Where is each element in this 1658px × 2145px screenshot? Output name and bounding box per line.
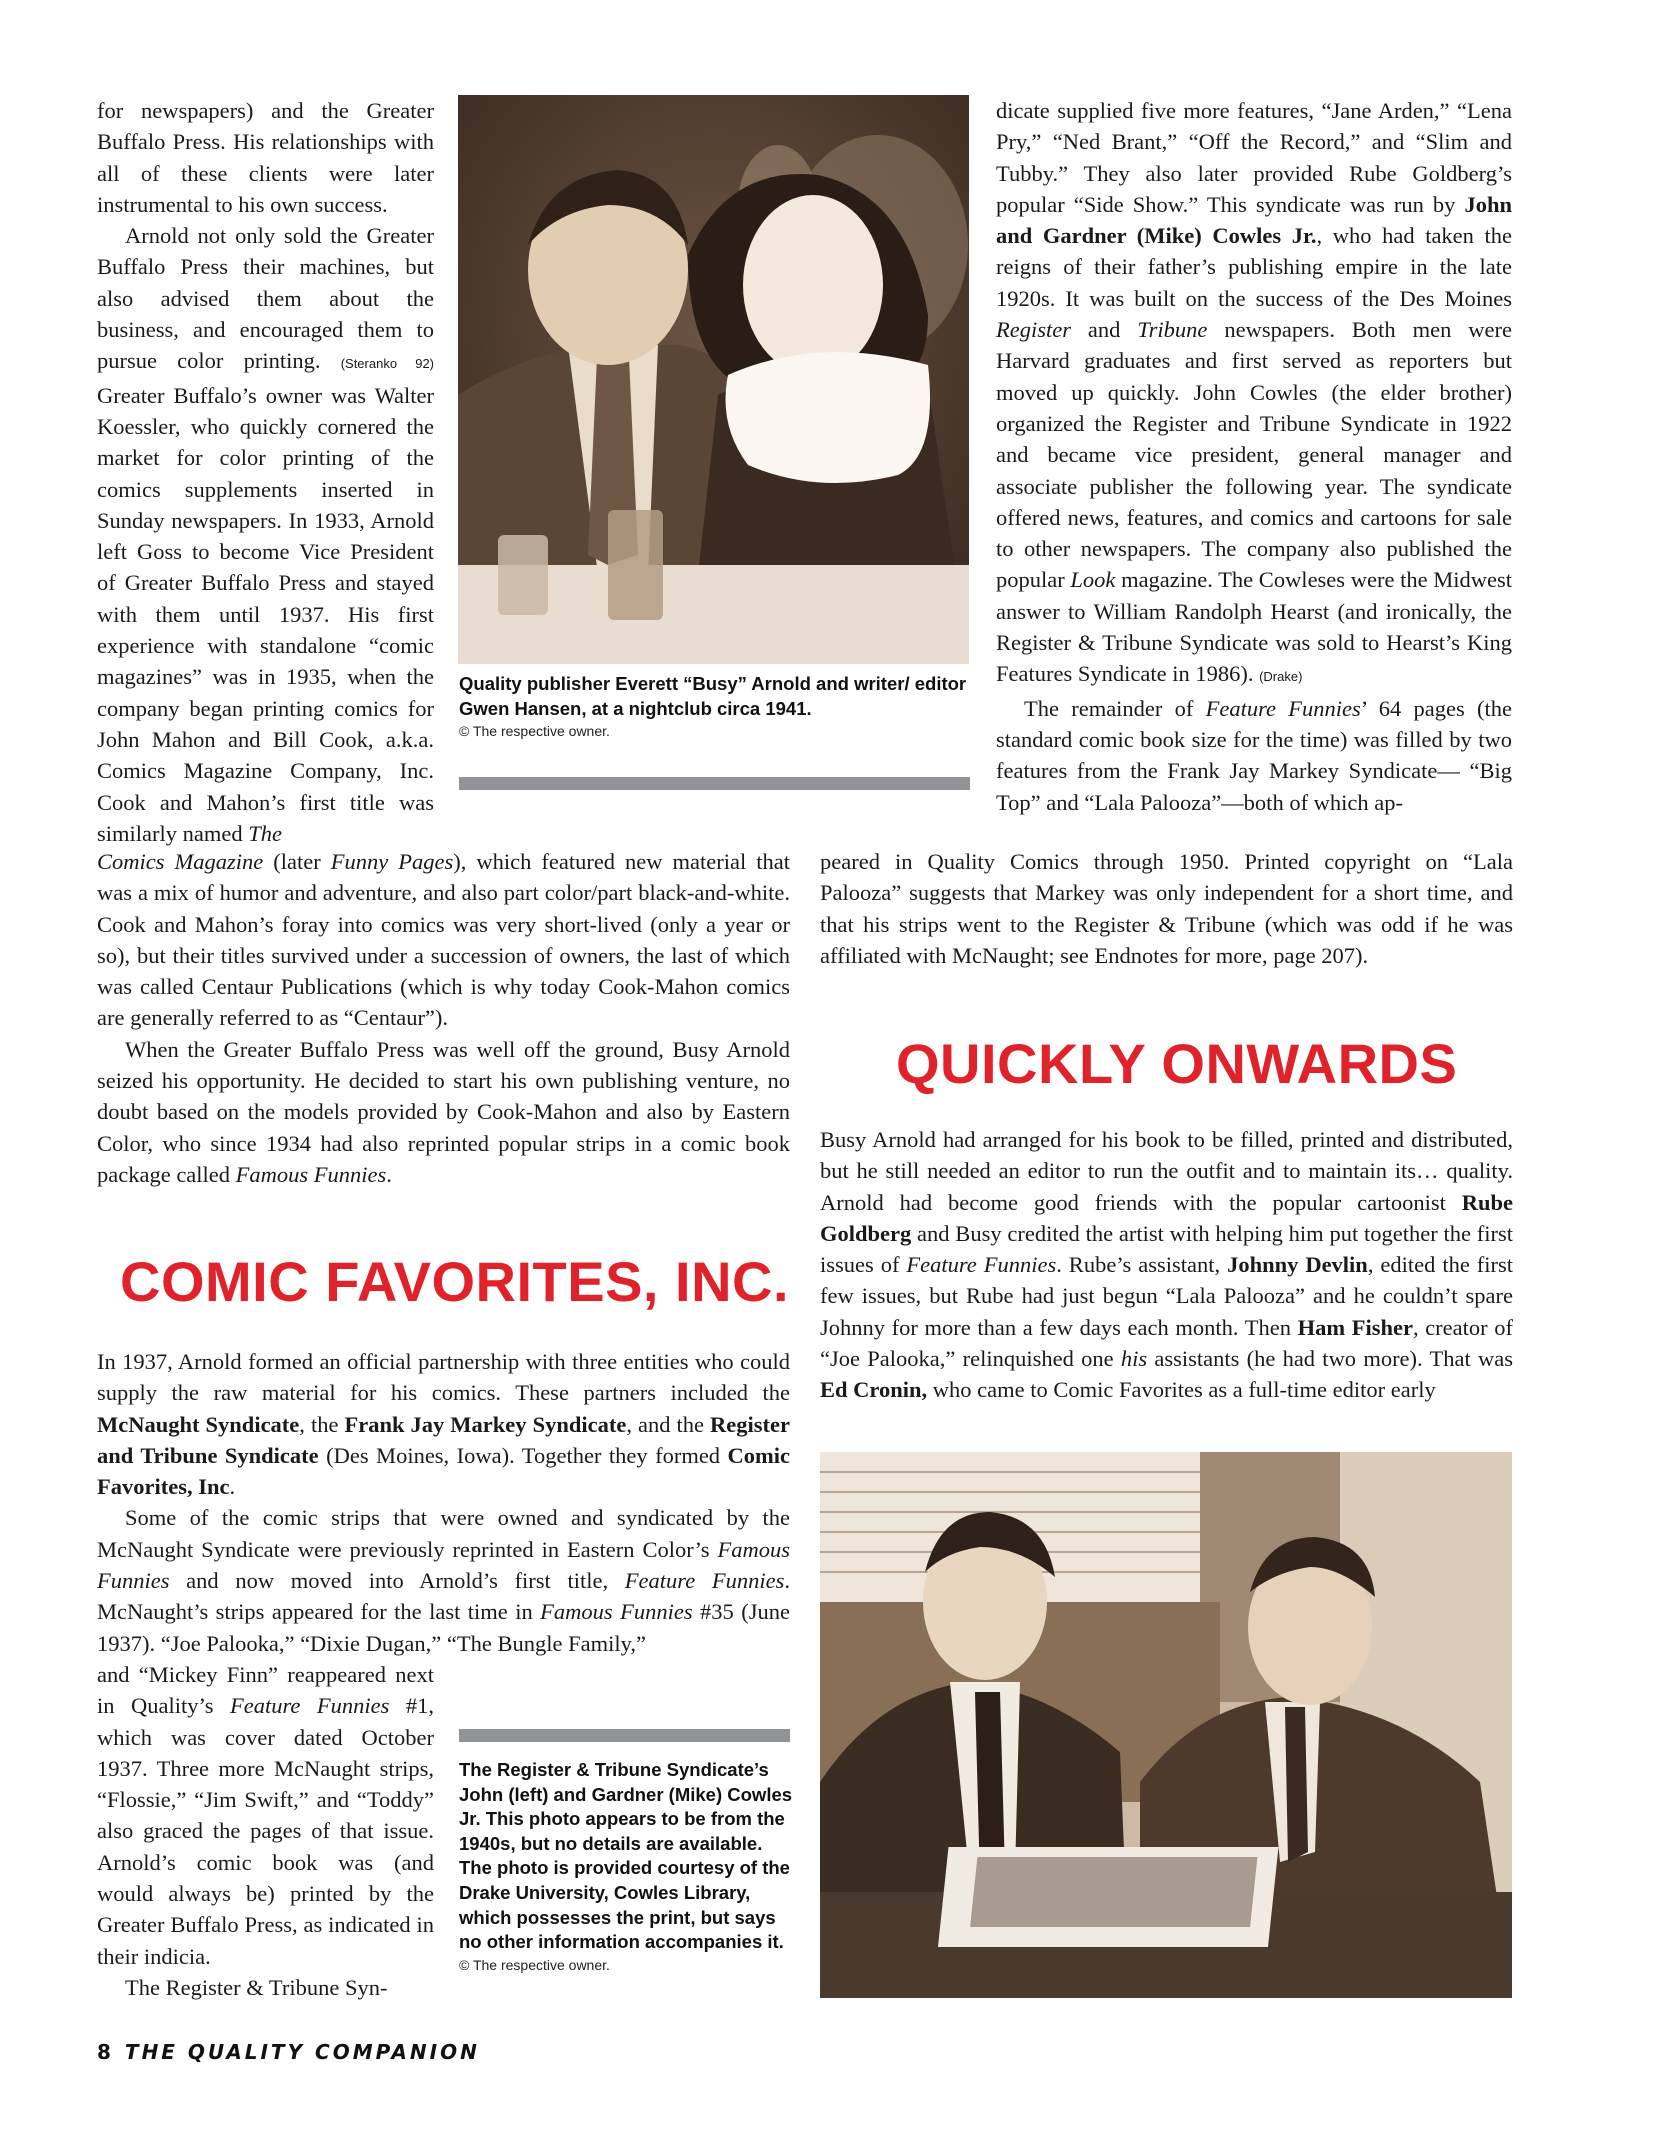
paragraph-register-syn: The Register & Tribune Syn-	[125, 1974, 388, 2000]
photo-arnold-hansen	[458, 95, 969, 664]
right-column-wide-text	[820, 846, 1513, 971]
section1-narrow-text	[97, 1659, 434, 2003]
left-column-narrow-text	[97, 95, 434, 849]
citation-steranko: (Steranko 92)	[340, 356, 435, 372]
paragraph-mcnaught-strips: Some of the comic strips that were owned and syndicated by the McNaught Syndicate were previously reprinted in Eastern Color’s Famous Funnies and now moved into Arnold’s first title, Feature Funnies. McNaught’s strips appeared for the last time in Famous Funnies #35 (June 1937). “Joe Palooka,” “Dixie Dugan,” “The Bungle Family,”	[97, 1505, 790, 1656]
photo-arnold-hansen-image	[458, 95, 969, 664]
caption-rule	[459, 777, 970, 790]
photo-cowles-caption: The Register & Tribune Syndicate’s John (left) and Gardner (Mike) Cowles Jr. This photo appears to be from the 1940s, but no details are available. The photo is provided courtesy of the Drake University, Cowles Library, which possesses the print, but says no other information accompanies it. © The respective owner.	[459, 1759, 793, 1973]
paragraph-partnership: In 1937, Arnold formed an official partnership with three entities who could supply the raw material for his comics. These partners included the McNaught Syndicate, the Frank Jay Markey Syndicate, and the Register and Tribune Syndicate (Des Moines, Iowa). Together they formed Comic Favorites, Inc.	[97, 1349, 790, 1500]
photo-credit: © The respective owner.	[459, 1956, 610, 1973]
paragraph-relationships: for newspapers) and the Greater Buffalo Press. His relationships with all of these clients were later instrumental to his own success.	[97, 98, 434, 217]
paragraph-centaur: Comics Magazine (later Funny Pages), which featured new material that was a mix of humor and adventure, and also part color/part black-and-white. Cook and Mahon’s foray into comics was very short-lived (only a year or so), but their titles survived under a succession of owners, the last of which was called Centaur Publications (which is why today Cook-Mahon comics are generally referred to as “Centaur”).	[97, 849, 791, 1031]
title-comics-magazine-part: The	[248, 820, 282, 846]
photo-arnold-hansen-caption: Quality publisher Everett “Busy” Arnold and writer/ editor Gwen Hansen, at a nightclub circa 1941. © The respective owner.	[459, 672, 971, 741]
left-column-wide-text	[97, 846, 790, 1190]
citation-drake: (Drake)	[1259, 669, 1303, 685]
paragraph-cowles: dicate supplied five more features, “Jane Arden,” “Lena Pry,” “Ned Brant,” “Off the Record,” and “Slim and Tubby.” They also later provided Rube Goldberg’s popular “Side Show.” This syndicate was run by John and Gardner (Mike) Cowles Jr., who had taken the reigns of their father’s publishing empire in the late 1920s. It was built on the success of the Des Moines Register and Tribune newspapers. Both men were Harvard graduates and first served as reporters but moved up quickly. John Cowles (the elder brother) organized the Register and Tribune Syndicate in 1922 and became vice president, general manager and associate publisher the following year. The syndicate offered news, features, and comics and cartoons for sale to other newspapers. The company also published the popular Look magazine. The Cowleses were the Midwest answer to William Randolph Hearst (and ironically, the Register & Tribune Syndicate was sold to Hearst’s King Features Syndicate in 1986). (Drake)	[996, 98, 1513, 687]
paragraph-remainder: The remainder of Feature Funnies’ 64 pages (the standard comic book size for the time) was filled by two features from the Frank Jay Markey Syndicate— “Big Top” and “Lala Palooza”—both of which ap-	[996, 695, 1512, 815]
right-column-narrow-text	[996, 95, 1512, 818]
section1-wide-text	[97, 1346, 790, 1659]
paragraph-busy-opportunity: When the Greater Buffalo Press was well off the ground, Busy Arnold seized his opportunity. He decided to start his own publishing venture, no doubt based on the models provided by Cook-Mahon and also by Eastern Color, who since 1934 had also reprinted popular strips in a comic book package called Famous Funnies.	[97, 1036, 790, 1187]
section2-text	[820, 1124, 1513, 1406]
page-number: 8	[97, 2040, 111, 2064]
photo-credit: © The respective owner.	[459, 723, 610, 740]
section-heading-comic-favorites: COMIC FAVORITES, INC.	[120, 1250, 790, 1313]
paragraph-editor: Busy Arnold had arranged for his book to be filled, printed and distributed, but he still needed an editor to run the outfit and to maintain its… quality. Arnold had become good friends with the popular cartoonist Rube Goldberg and Busy credited the artist with helping him put together the first issues of Feature Funnies. Rube’s assistant, Johnny Devlin, edited the first few issues, but Rube had just begun “Lala Palooza” and he couldn’t spare Johnny for more than a few days each month. Then Ham Fisher, creator of “Joe Palooka,” relinquished one his assistants (he had two more). That was Ed Cronin, who came to Comic Favorites as a full-time editor early	[820, 1127, 1514, 1403]
paragraph-lala-palooza: peared in Quality Comics through 1950. Printed copyright on “Lala Palooza” suggests that Markey was only independent for a short time, and that his strips went to the Register & Tribune (which was odd if he was affiliated with McNaught; see Endnotes for more, page 207).	[820, 849, 1513, 968]
caption-rule	[459, 1729, 790, 1742]
photo-cowles-brothers-image	[820, 1452, 1512, 1998]
page-footer	[97, 2040, 480, 2064]
section-heading-quickly-onwards: QUICKLY ONWARDS	[896, 1032, 1458, 1095]
running-title: THE QUALITY COMPANION	[124, 2040, 480, 2064]
paragraph-feature-funnies-1: and “Mickey Finn” reappeared next in Quality’s Feature Funnies #1, which was cover dated October 1937. Three more McNaught strips, “Flossie,” “Jim Swift,” and “Toddy” also graced the pages of that issue. Arnold’s comic book was (and would always be) printed by the Greater Buffalo Press, as indicated in their indicia.	[97, 1662, 434, 1969]
paragraph-color-printing: Arnold not only sold the Greater Buffalo Press their machines, but also advised them about the business, and encouraged them to pursue color printing. (Steranko 92) Greater Buffalo’s owner was Walter Koessler, who quickly cornered the market for color printing of the comics supplements inserted in Sunday newspapers. In 1933, Arnold left Goss to become Vice President of Greater Buffalo Press and stayed with them until 1937. His first experience with standalone “comic magazines” was in 1935, when the company began printing comics for John Mahon and Bill Cook, a.k.a. Comics Magazine Company, Inc. Cook and Mahon’s first title was similarly named The	[97, 223, 435, 846]
photo-cowles-brothers	[820, 1452, 1512, 1998]
